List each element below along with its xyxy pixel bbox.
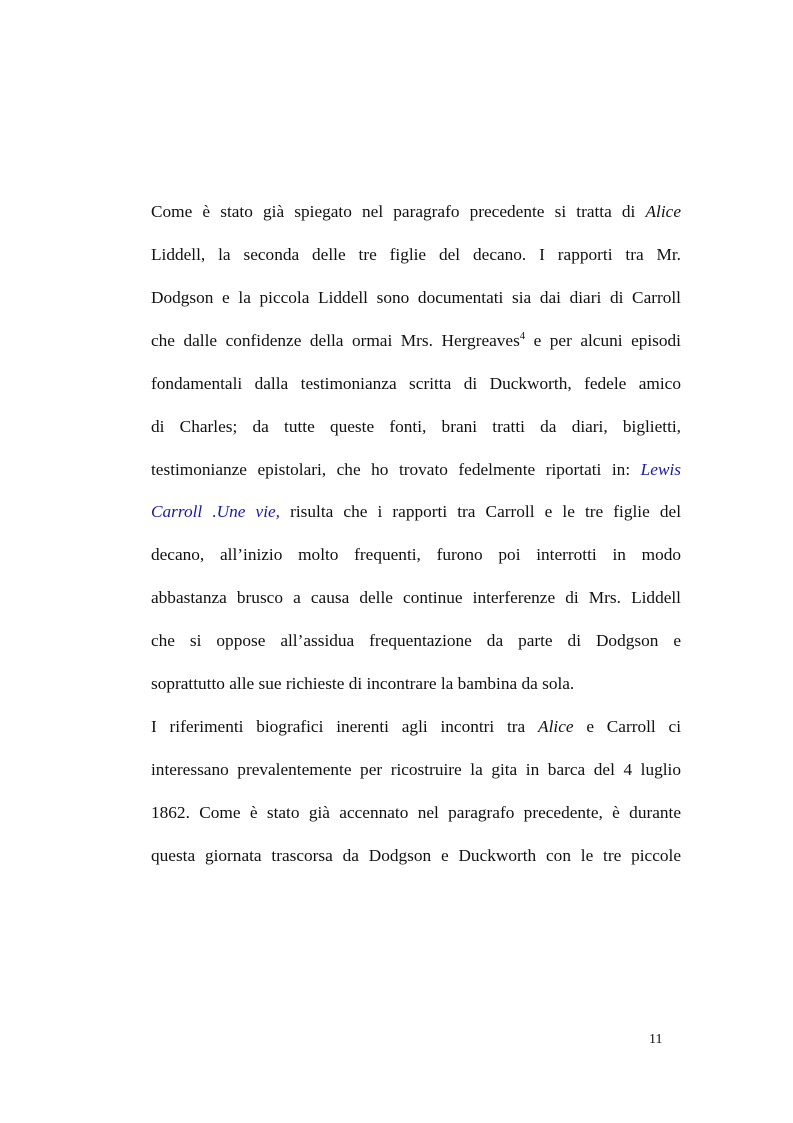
book-title-link[interactable]: Lewis <box>640 460 681 479</box>
text-run: 1862. Come è stato già accennato nel paragrafo precedente, è durante <box>151 803 681 822</box>
page-number: 11 <box>649 1032 663 1047</box>
text-run: Liddell, la seconda delle tre figlie del decano. I rapporti tra Mr. <box>151 245 681 264</box>
text-line <box>151 545 681 565</box>
text-run: risulta che i rapporti tra Carroll e le tre figlie del <box>280 502 681 521</box>
text-line <box>151 460 681 480</box>
italic-run: Alice <box>538 717 574 736</box>
text-run: Come è stato già spiegato nel paragrafo precedente si tratta di <box>151 202 646 221</box>
text-line <box>151 760 681 780</box>
text-line <box>151 846 681 866</box>
text-run: soprattutto alle sue richieste di incontrare la bambina da sola. <box>151 674 575 693</box>
text-line <box>151 288 681 308</box>
text-run: fondamentali dalla testimonianza scritta di Duckworth, fedele amico <box>151 374 681 393</box>
text-line <box>151 502 681 522</box>
text-line <box>151 674 681 694</box>
text-line <box>151 717 681 737</box>
italic-run: Alice <box>645 202 681 221</box>
text-run: abbastanza brusco a causa delle continue interferenze di Mrs. Liddell <box>151 588 681 607</box>
text-run: I riferimenti biografici inerenti agli incontri tra <box>151 717 539 736</box>
text-run: testimonianze epistolari, che ho trovato fedelmente riportati in: <box>151 460 641 479</box>
text-line <box>151 631 681 651</box>
text-run: di Charles; da tutte queste fonti, brani tratti da diari, biglietti, <box>151 417 681 436</box>
text-run: Dodgson e la piccola Liddell sono documentati sia dai diari di Carroll <box>151 288 681 307</box>
text-line <box>151 374 681 394</box>
text-run: e per alcuni episodi <box>525 331 681 350</box>
footnote-marker[interactable]: 4 <box>519 331 526 342</box>
text-run: che dalle confidenze della ormai Mrs. Hergreaves <box>151 331 520 350</box>
text-run: che si oppose all’assidua frequentazione da parte di Dodgson e <box>151 631 681 650</box>
text-line <box>151 417 681 437</box>
text-line <box>151 588 681 608</box>
text-run: e Carroll ci <box>573 717 681 736</box>
text-run: questa giornata trascorsa da Dodgson e Duckworth con le tre piccole <box>151 846 681 865</box>
text-line <box>151 803 681 823</box>
book-title-link[interactable]: Carroll .Une vie, <box>151 502 281 521</box>
text-run: interessano prevalentemente per ricostruire la gita in barca del 4 luglio <box>151 760 681 779</box>
text-line <box>151 202 681 222</box>
text-run: decano, all’inizio molto frequenti, furono poi interrotti in modo <box>151 545 681 564</box>
text-line <box>151 245 681 265</box>
text-line <box>151 331 681 351</box>
